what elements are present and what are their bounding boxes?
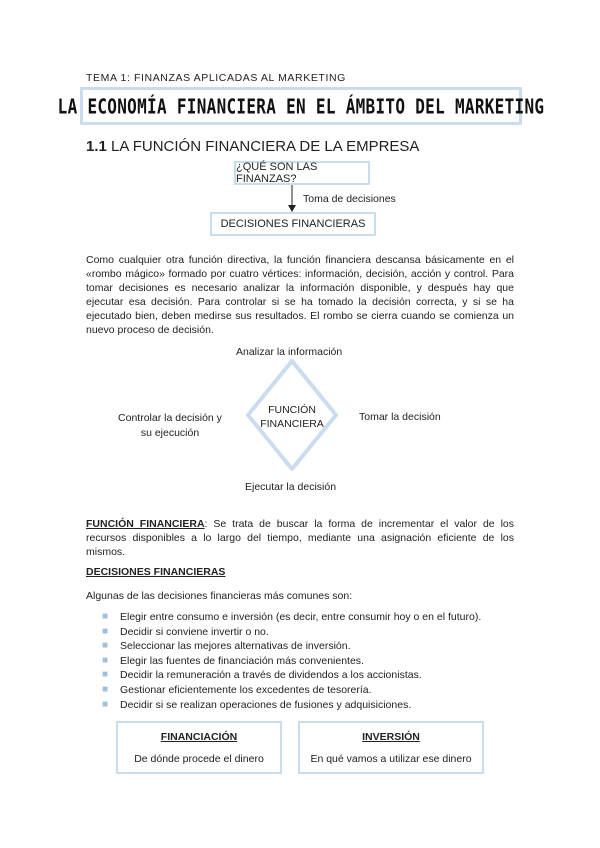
bullet-icon: ■ — [102, 625, 109, 637]
definition-paragraph — [86, 517, 514, 559]
diamond-center-line1: FUNCIÓN — [268, 404, 316, 416]
down-arrow-icon — [286, 185, 298, 213]
list-item: ■ Elegir entre consumo e inversión (es decir, entre consumir hoy o en el futuro). — [102, 611, 482, 623]
financing-title: FINANCIACIÓN — [160, 731, 238, 743]
diamond-label-right: Tomar la decisión — [359, 411, 441, 423]
investment-desc: En qué vamos a utilizar ese dinero — [310, 753, 472, 765]
list-item: ■ Gestionar eficientemente los excedentes de tesorería. — [102, 683, 372, 696]
definition-term: FUNCIÓN FINANCIERA — [86, 518, 205, 530]
investment-title: INVERSIÓN — [362, 731, 420, 743]
diamond-label-left-line2: su ejecución — [140, 427, 200, 439]
list-item: ■ Elegir las fuentes de financiación más convenientes. — [102, 654, 364, 667]
financial-decisions-label: DECISIONES FINANCIERAS — [220, 218, 366, 230]
diamond-label-top: Analizar la información — [236, 346, 343, 358]
main-title: LA ECONOMÍA FINANCIERA EN EL ÁMBITO DEL MARKETING — [57, 94, 545, 118]
finance-question-box — [234, 161, 370, 185]
list-item: ■ Decidir si conviene invertir o no. — [102, 625, 269, 638]
financing-desc: De dónde procede el dinero — [134, 753, 264, 765]
arrow-label: Toma de decisiones — [303, 193, 396, 205]
bullet-icon: ■ — [102, 669, 109, 681]
finance-question: ¿QUÉ SON LAS FINANZAS? — [236, 161, 318, 185]
decisions-intro: Algunas de las decisiones financieras más comunes son: — [86, 590, 353, 602]
diamond-label-bottom: Ejecutar la decisión — [245, 481, 337, 493]
bullet-icon: ■ — [102, 654, 109, 666]
intro-paragraph: Como cualquier otra función directiva, la función financiera descansa básicamente en el «rombo mágico» formado por cuatro vértices: información, decisión, acción y control. Para tomar decisiones es necesario analizar la información disponible, y después hay que ejecutar esa decisión. Para controlar si se ha tomado la decisión correcta, y si se ha ejecutado bien, deben medirse sus resultados. El rombo se cierra cuando se comienza un nuevo proceso de decisión. — [86, 254, 514, 336]
diamond-center-label — [248, 403, 336, 431]
list-item: ■ Seleccionar las mejores alternativas de inversión. — [102, 640, 351, 653]
diamond-label-left — [110, 411, 230, 441]
section-title: LA FUNCIÓN FINANCIERA DE LA EMPRESA — [111, 138, 420, 155]
section-number: 1.1 — [86, 138, 107, 155]
bullet-icon: ■ — [102, 611, 109, 622]
decisions-heading: DECISIONES FINANCIERAS — [86, 566, 226, 578]
bullet-icon: ■ — [102, 640, 109, 652]
investment-card — [298, 721, 484, 774]
definition-text: : Se trata de buscar la forma de incrementar el valor de los recursos disponibles a lo largo del tiempo, mediante una asignación eficiente de los mismos. — [86, 518, 514, 558]
decisions-list — [100, 610, 481, 712]
list-item: ■ Decidir si se realizan operaciones de fusiones y adquisiciones. — [102, 698, 412, 711]
topic-header: TEMA 1: FINANZAS APLICADAS AL MARKETING — [86, 72, 346, 84]
financial-decisions-box — [210, 212, 376, 236]
financing-card — [116, 721, 282, 774]
section-heading — [86, 138, 419, 155]
bullet-icon: ■ — [102, 683, 109, 695]
bullet-icon: ■ — [102, 698, 109, 710]
diamond-label-left-line1: Controlar la decisión y — [118, 412, 222, 424]
diamond-center-line2: FINANCIERA — [260, 418, 324, 430]
list-item: ■ Decidir la remuneración a través de dividendos a los accionistas. — [102, 669, 422, 682]
main-title-box — [57, 87, 545, 125]
